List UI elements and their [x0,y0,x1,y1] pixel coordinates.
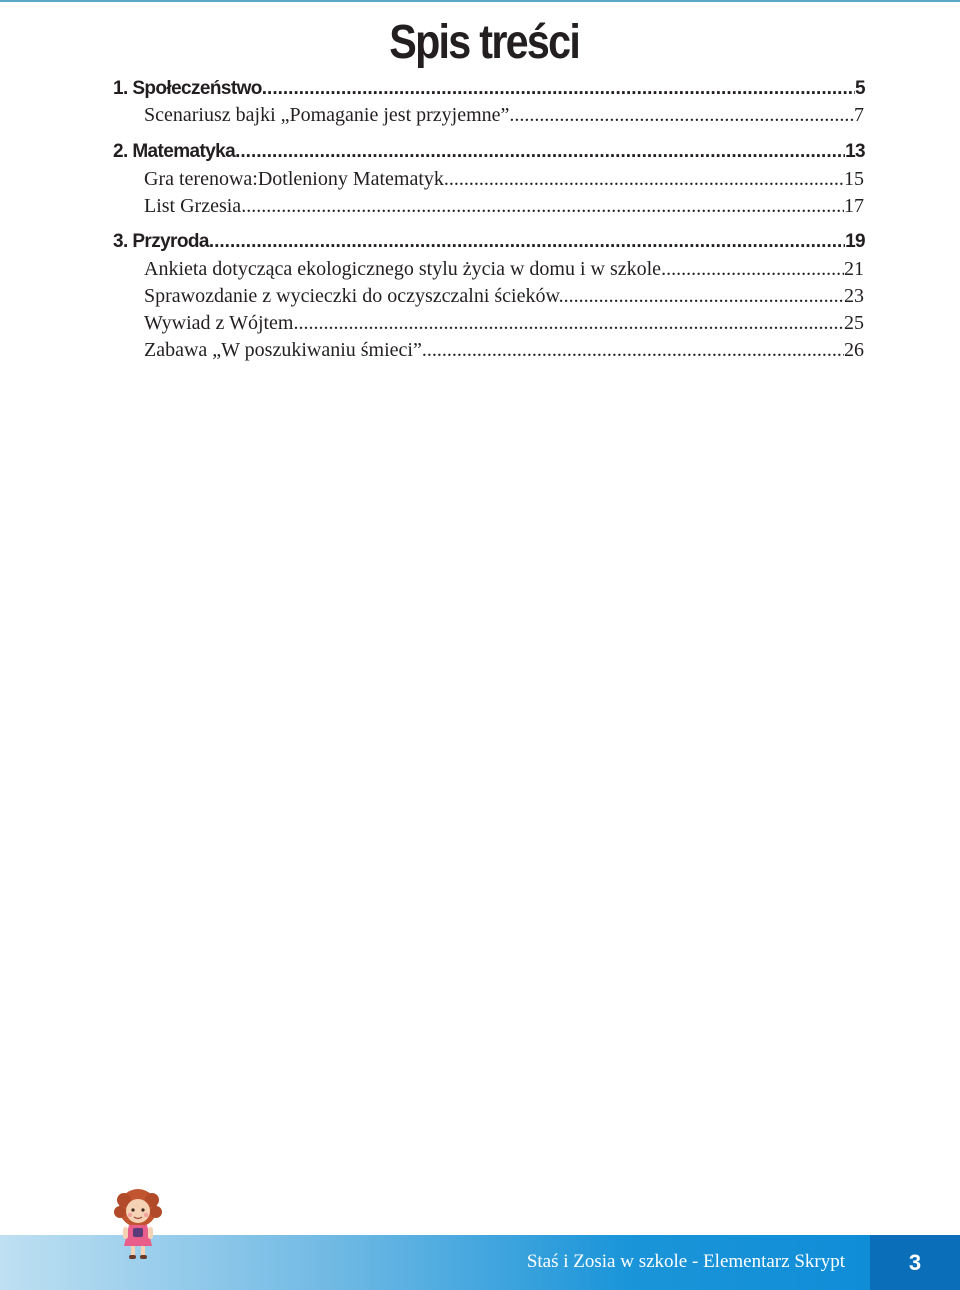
toc-leader [661,258,844,281]
toc-page: 21 [844,258,864,280]
toc-label: 2. Matematyka [113,141,236,162]
toc-label: Gra terenowa:Dotleniony Matematyk [144,168,444,190]
toc-page: 25 [844,312,864,334]
toc-page: 7 [854,104,864,126]
toc-leader [262,78,855,100]
toc-leader [241,195,844,218]
toc-entry[interactable] [144,339,864,362]
toc-page: 26 [844,339,864,361]
toc-leader [444,168,844,191]
toc-leader [209,231,845,253]
toc-label: Scenariusz bajki „Pomaganie jest przyjemne” [144,104,510,126]
toc-chapter-3[interactable] [113,231,865,253]
toc-label: Sprawozdanie z wycieczki do oczyszczalni ścieków. [144,285,564,307]
toc-page: 5 [855,78,865,99]
toc-entry[interactable] [144,312,864,335]
toc-page: 17 [844,195,864,217]
toc-entry[interactable] [144,195,864,218]
toc-leader [235,141,845,163]
toc-entry[interactable] [144,285,864,308]
toc-label: Ankieta dotycząca ekologicznego stylu życia w domu i w szkole [144,258,662,280]
toc-label: 3. Przyroda [113,231,209,252]
top-border [0,0,960,2]
page-title: Spis treści [389,16,580,69]
toc-page: 13 [845,141,865,162]
toc-entry[interactable] [144,104,864,127]
toc-page: 15 [844,168,864,190]
toc-chapter-1[interactable] [113,78,865,100]
toc-page: 19 [845,231,865,252]
footer-title: Staś i Zosia w szkole - Elementarz Skrypt [526,1251,845,1272]
toc-leader [509,104,854,127]
toc-page: 23 [844,285,864,307]
girl-character-icon [112,1188,164,1260]
toc-leader [564,285,844,308]
toc-leader [294,312,845,335]
toc-entry[interactable] [144,168,864,191]
toc-leader [422,339,844,362]
page-number-box [870,1235,960,1290]
page-number: 3 [908,1249,922,1275]
toc-label: Wywiad z Wójtem [144,312,294,334]
toc-entry[interactable] [144,258,864,281]
toc-label: Zabawa „W poszukiwaniu śmieci” [144,339,422,361]
toc-chapter-2[interactable] [113,141,865,163]
toc-label: List Grzesia [144,195,242,217]
toc-label: 1. Społeczeństwo [113,78,262,99]
